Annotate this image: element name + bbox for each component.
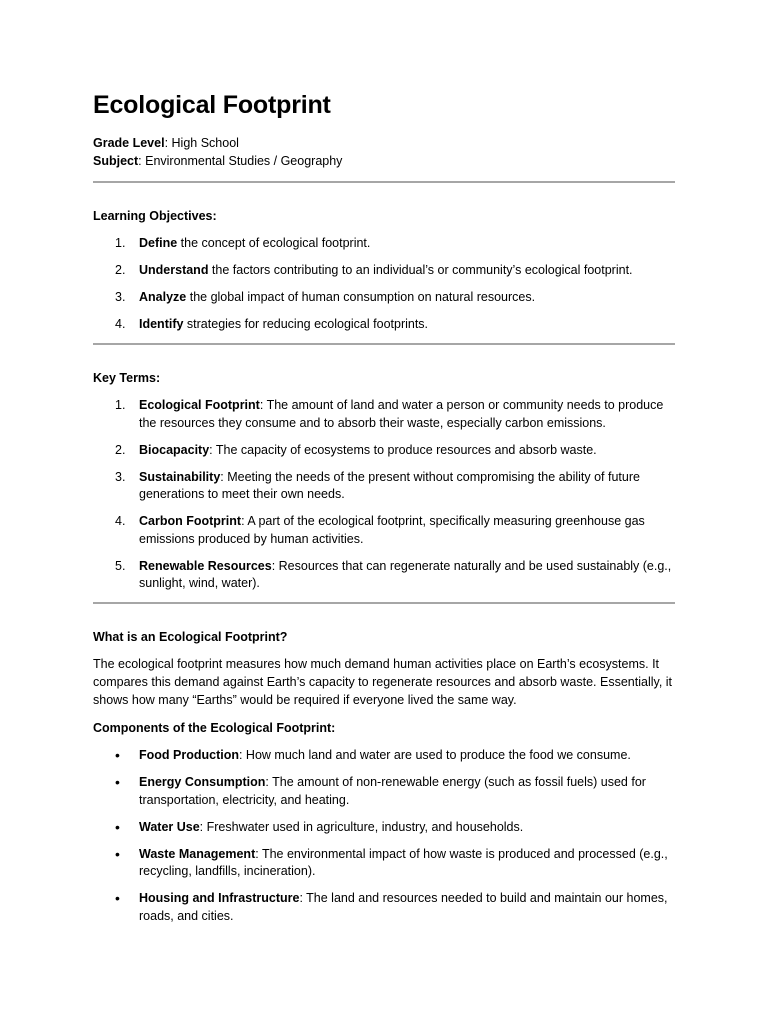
- list-term: Analyze: [139, 290, 187, 304]
- bullet-icon: •: [115, 747, 120, 764]
- list-text: : The capacity of ecosystems to produce resources and absorb waste.: [209, 442, 597, 457]
- list-term: Sustainability: [139, 469, 221, 484]
- grade-level-line: [93, 134, 675, 152]
- list-text: : Freshwater used in agriculture, industry, and households.: [199, 819, 524, 834]
- list-item: [93, 747, 675, 765]
- list-item: [93, 235, 675, 253]
- list-number: 3.: [115, 290, 126, 304]
- list-text: : The environmental impact of how waste is produced and processed (e.g., recycling, landfills, incineration).: [139, 846, 668, 879]
- list-term: Water Use: [139, 819, 200, 834]
- list-term: Ecological Footprint: [139, 398, 260, 412]
- list-text: the global impact of human consumption on natural resources.: [186, 290, 536, 304]
- bullet-icon: •: [115, 890, 120, 907]
- key-terms-list: [93, 397, 675, 593]
- list-number: 4.: [115, 514, 126, 528]
- list-number: 2.: [115, 263, 126, 277]
- key-terms-heading: Key Terms:: [93, 371, 161, 385]
- what-is-heading: What is an Ecological Footprint?: [93, 630, 288, 644]
- list-item: [93, 558, 675, 593]
- list-item: [93, 513, 675, 548]
- list-text: : The amount of non-renewable energy (such as fossil fuels) used for transportation, electricity, and heating.: [139, 775, 646, 807]
- grade-level-value: : High School: [164, 136, 239, 150]
- bullet-icon: •: [115, 818, 120, 835]
- list-number: 2.: [115, 442, 126, 457]
- bullet-icon: •: [115, 774, 120, 791]
- list-item: [93, 442, 675, 460]
- list-text: the concept of ecological footprint.: [177, 236, 371, 250]
- document-page: [93, 88, 675, 935]
- objectives-list: [93, 235, 675, 334]
- list-item: [93, 469, 675, 504]
- list-item: [93, 289, 675, 307]
- objectives-heading: Learning Objectives:: [93, 209, 217, 223]
- bullet-icon: •: [115, 845, 120, 862]
- list-text: : Resources that can regenerate naturally and be used sustainably (e.g., sunlight, wind, water).: [139, 558, 672, 590]
- grade-level-label: Grade Level: [93, 136, 165, 150]
- list-term: Energy Consumption: [139, 775, 266, 790]
- list-number: 1.: [115, 398, 126, 412]
- subject-label: Subject: [93, 154, 139, 168]
- list-term: Food Production: [139, 748, 239, 763]
- list-term: Define: [139, 236, 178, 250]
- list-number: 4.: [115, 317, 126, 331]
- list-number: 3.: [115, 469, 126, 484]
- list-item: [93, 316, 675, 334]
- list-text: : How much land and water are used to produce the food we consume.: [238, 748, 631, 763]
- list-term: Biocapacity: [139, 442, 210, 457]
- list-number: 5.: [115, 558, 126, 573]
- list-term: Housing and Infrastructure: [139, 891, 300, 906]
- list-item: [93, 397, 675, 432]
- list-text: strategies for reducing ecological footprints.: [183, 317, 429, 331]
- components-heading: Components of the Ecological Footprint:: [93, 721, 336, 736]
- list-item: [93, 262, 675, 280]
- list-number: 1.: [115, 236, 126, 250]
- list-text: : The amount of land and water a person or community needs to produce the resources they consume and to absorb their waste, especially carbon emissions.: [139, 398, 664, 430]
- list-term: Understand: [139, 263, 209, 277]
- what-is-paragraph: The ecological footprint measures how much demand human activities place on Earth’s ecosystems. It compares this demand against Earth’s capacity to regenerate resources and absorb waste. Essentially, it shows how many “Earths” would be required if everyone lived the same way.: [93, 657, 673, 707]
- list-item: [93, 774, 675, 809]
- page-title: Ecological Footprint: [93, 91, 331, 119]
- list-text: : Meeting the needs of the present without compromising the ability of future generations to meet their own needs.: [139, 469, 640, 501]
- list-text: the factors contributing to an individual’s or community’s ecological footprint.: [208, 263, 633, 277]
- list-term: Identify: [139, 317, 184, 331]
- list-text: : A part of the ecological footprint, specifically measuring greenhouse gas emissions produced by human activities.: [139, 514, 645, 546]
- components-list: [93, 747, 675, 925]
- list-term: Waste Management: [139, 846, 256, 861]
- list-item: [93, 846, 675, 881]
- list-term: Carbon Footprint: [139, 514, 242, 528]
- subject-line: [93, 152, 675, 170]
- subject-value: : Environmental Studies / Geography: [138, 154, 343, 168]
- list-term: Renewable Resources: [139, 558, 272, 573]
- list-item: [93, 819, 675, 837]
- list-item: [93, 890, 675, 925]
- list-text: : The land and resources needed to build and maintain our homes, roads, and cities.: [139, 891, 668, 923]
